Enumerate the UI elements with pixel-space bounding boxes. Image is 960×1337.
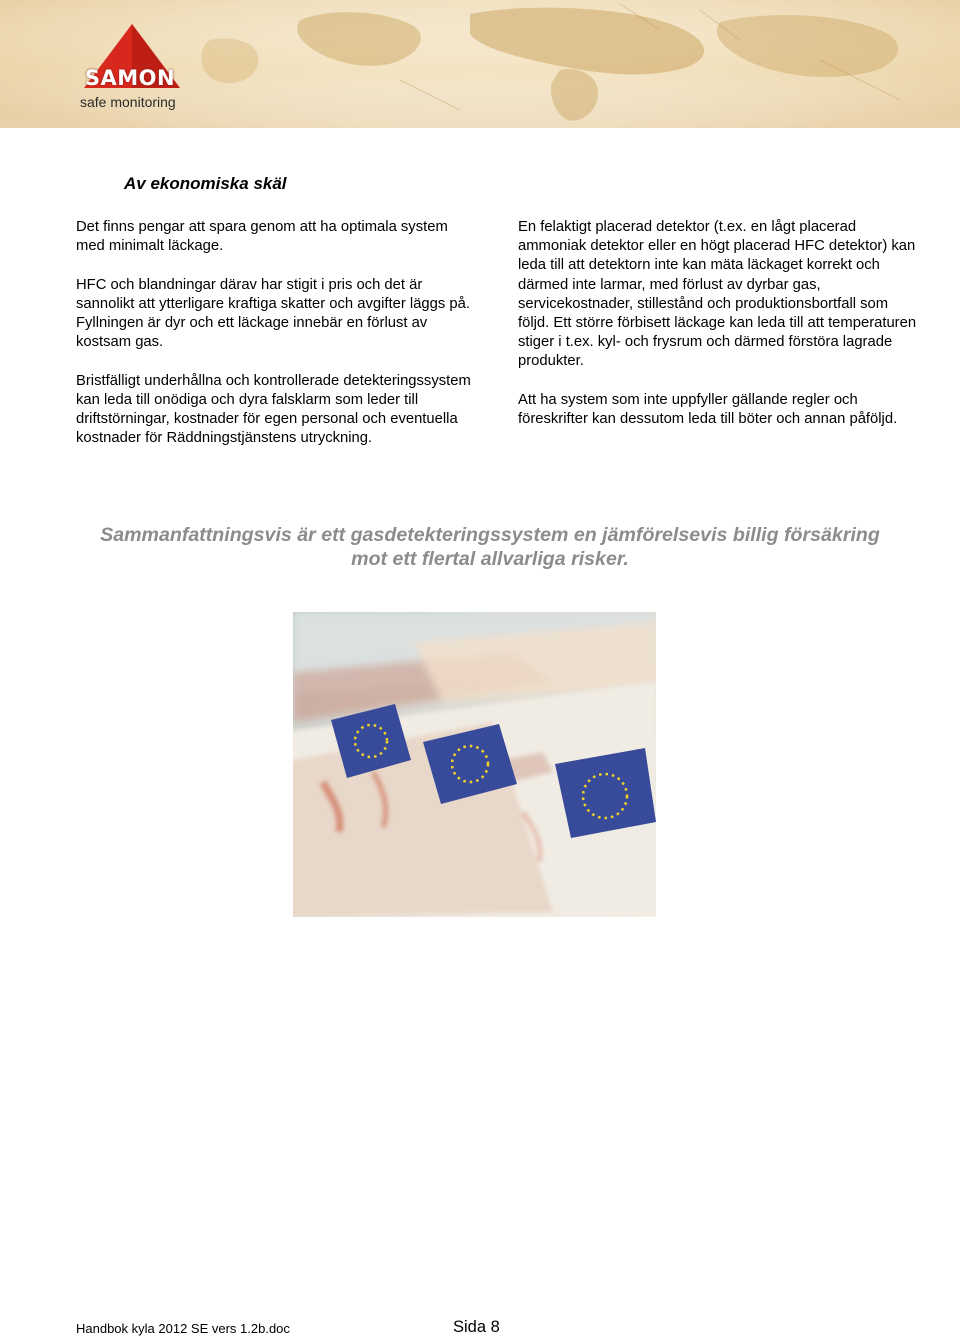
footer-page-number: Sida 8 — [453, 1318, 500, 1336]
paragraph: Det finns pengar att spara genom att ha optimala system med minimalt läckage. — [76, 219, 448, 255]
section-heading: Av ekonomiska skäl — [124, 174, 287, 193]
paragraph: Att ha system som inte uppfyller gällande regler och föreskrifter kan dessutom leda till böter och annan påföljd. — [518, 391, 898, 428]
summary-statement: Sammanfattningsvis är ett gasdetekteringssystem en jämförelsevis billig försäkring mot ett flertal allvarliga risker. — [100, 524, 880, 570]
samon-logo — [76, 22, 188, 114]
header-banner — [0, 0, 960, 128]
logo-brand-text: SAMON — [84, 66, 176, 90]
euro-banknotes-photo — [293, 612, 656, 917]
right-column — [518, 218, 918, 448]
footer-document-name: Handbok kyla 2012 SE vers 1.2b.doc — [76, 1321, 290, 1336]
logo-tagline: safe monitoring — [80, 94, 176, 110]
paragraph: Bristfälligt underhållna och kontrollerade detekteringssystem kan leda till onödiga och dyra falsklarm som leder till driftstörningar, kostnader för egen personal och eventuella kostnader för Räddningstjänstens utryckning. — [76, 372, 471, 447]
paragraph: HFC och blandningar därav har stigit i pris och det är sannolikt att ytterligare kraftiga skatter och avgifter läggs på. Fyllningen är dyr och ett läckage innebär en förlust av kostsam gas. — [76, 276, 470, 351]
paragraph: En felaktigt placerad detektor (t.ex. en lågt placerad ammoniak detektor eller en högt placerad HFC detektor) kan leda till att detektorn inte kan mäta läckaget korrekt och därmed inte larmar, med förlust av dyrbar gas, servicekostnader, stillestånd och produktionsbortfall som följd. Ett större förbisett läckage kan leda till att temperaturen stiger i t.ex. kyl- och frysrum och därmed förstöra lagrade produkter. — [518, 219, 917, 370]
left-column — [76, 218, 476, 468]
